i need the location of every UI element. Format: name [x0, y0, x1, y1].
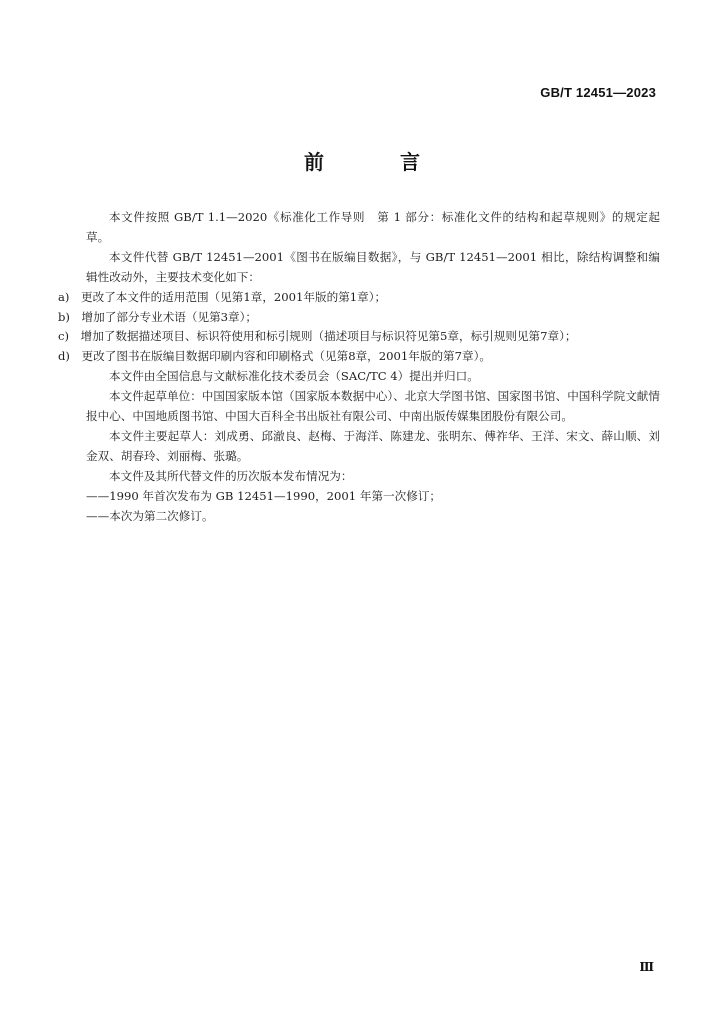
change-item-b: b) 增加了部分专业术语（见第3章）； — [58, 309, 258, 324]
paragraph-history-intro: 本文件及其所代替文件的历次版本发布情况为： — [109, 468, 353, 483]
paragraph-drafting-rules: 本文件按照 GB/T 1.1—2020《标准化工作导则 第 1 部分：标准化文件的结构和起草规则》的规定起草。 — [86, 210, 660, 244]
paragraph-replacement: 本文件代替 GB/T 12451—2001《图书在版编目数据》，与 GB/T 12451—2001 相比，除结构调整和编辑性改动外，主要技术变化如下： — [86, 249, 660, 284]
paragraph-drafting-units: 本文件起草单位：中国国家版本馆（国家版本数据中心）、北京大学图书馆、国家图书馆、中国科学院文献情报中心、中国地质图书馆、中国大百科全书出版社有限公司、中南出版传媒集团股份有限公司。 — [86, 389, 660, 424]
page-number: Ⅲ — [639, 960, 654, 974]
paragraph-drafters: 本文件主要起草人：刘成勇、邱澈良、赵梅、于海洋、陈建龙、张明东、傅祚华、王洋、宋文、薛山顺、刘金双、胡春玲、刘丽梅、张璐。 — [86, 428, 660, 463]
change-item-c: c) 增加了数据描述项目、标识符使用和标引规则（描述项目与标识符见第5章，标引规则见第7章）； — [58, 329, 577, 344]
change-item-d: d) 更改了图书在版编目数据印刷内容和印刷格式（见第8章，2001年版的第7章）。 — [58, 349, 491, 364]
history-item-2: ——本次为第二次修订。 — [86, 508, 214, 523]
page-title: 前 言 — [304, 150, 448, 174]
paragraph-proposer: 本文件由全国信息与文献标准化技术委员会（SAC/TC 4）提出并归口。 — [109, 369, 479, 384]
foreword-body — [58, 208, 660, 527]
change-item-a: a) 更改了本文件的适用范围（见第1章，2001年版的第1章）； — [58, 289, 387, 304]
history-item-1: ——1990 年首次发布为 GB 12451—1990，2001 年第一次修订； — [86, 488, 442, 503]
standard-code: GB/T 12451—2023 — [540, 85, 656, 100]
